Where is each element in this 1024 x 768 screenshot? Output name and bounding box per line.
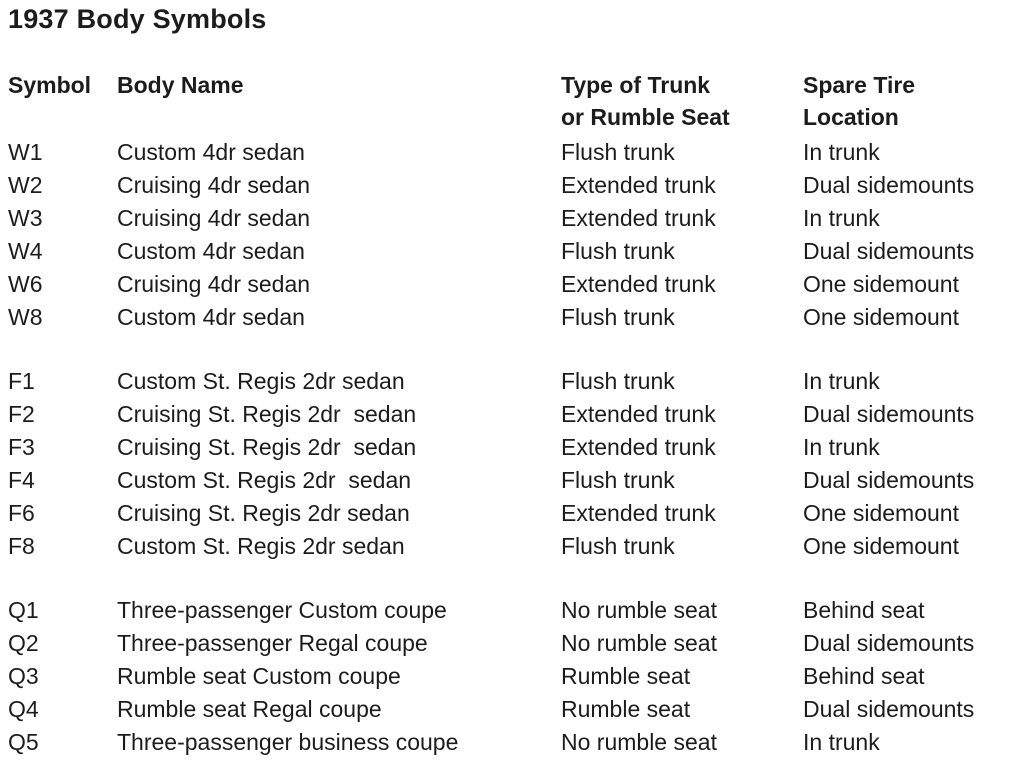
spare-location-cell: In trunk <box>803 434 880 460</box>
symbol-cell: W8 <box>8 304 43 330</box>
header-spare-location <box>803 69 915 133</box>
trunk-type-cell: Flush trunk <box>561 368 675 394</box>
table-row <box>0 431 1024 464</box>
trunk-type-cell: Flush trunk <box>561 533 675 559</box>
symbol-cell: F8 <box>8 533 35 559</box>
header-trunk-line2: or Rumble Seat <box>561 104 730 130</box>
symbol-cell: F4 <box>8 467 35 493</box>
trunk-type-cell: Flush trunk <box>561 467 675 493</box>
table-row <box>0 268 1024 301</box>
body-name-cell: Cruising 4dr sedan <box>117 271 311 297</box>
trunk-type-cell: Extended trunk <box>561 401 716 427</box>
trunk-type-cell: Extended trunk <box>561 271 716 297</box>
body-name-cell: Custom 4dr sedan <box>117 139 305 165</box>
trunk-type-cell: Extended trunk <box>561 172 716 198</box>
body-name-cell: Three-passenger Custom coupe <box>117 597 447 623</box>
table-row <box>0 169 1024 202</box>
body-name-cell: Custom St. Regis 2dr sedan <box>117 368 405 394</box>
spare-location-cell: One sidemount <box>803 533 959 559</box>
symbol-cell: W3 <box>8 205 43 231</box>
body-name-cell: Three-passenger Regal coupe <box>117 630 428 656</box>
spare-location-cell: In trunk <box>803 368 880 394</box>
body-name-cell: Rumble seat Custom coupe <box>117 663 401 689</box>
body-name-cell: Rumble seat Regal coupe <box>117 696 382 722</box>
trunk-type-cell: No rumble seat <box>561 597 717 623</box>
header-spare-line1: Spare Tire <box>803 72 916 98</box>
spare-location-cell: One sidemount <box>803 304 959 330</box>
trunk-type-cell: Flush trunk <box>561 304 675 330</box>
table-row <box>0 693 1024 726</box>
body-name-cell: Cruising 4dr sedan <box>117 172 311 198</box>
table-row <box>0 464 1024 497</box>
spare-location-cell: Dual sidemounts <box>803 401 975 427</box>
body-name-cell: Cruising St. Regis 2dr sedan <box>117 434 417 460</box>
header-trunk-type <box>561 69 730 133</box>
body-name-cell: Custom 4dr sedan <box>117 304 305 330</box>
trunk-type-cell: Extended trunk <box>561 500 716 526</box>
trunk-type-cell: No rumble seat <box>561 630 717 656</box>
symbol-cell: W1 <box>8 139 43 165</box>
table-row <box>0 365 1024 398</box>
symbol-cell: F2 <box>8 401 35 427</box>
table-row <box>0 497 1024 530</box>
body-name-cell: Custom St. Regis 2dr sedan <box>117 467 412 493</box>
page-title: 1937 Body Symbols <box>8 4 267 34</box>
table-row <box>0 530 1024 563</box>
body-name-cell: Custom St. Regis 2dr sedan <box>117 533 405 559</box>
trunk-type-cell: Extended trunk <box>561 205 716 231</box>
spare-location-cell: One sidemount <box>803 271 959 297</box>
symbol-cell: Q3 <box>8 663 39 689</box>
symbol-cell: W2 <box>8 172 43 198</box>
header-body-name: Body Name <box>117 72 244 98</box>
spare-location-cell: One sidemount <box>803 500 959 526</box>
table-row <box>0 627 1024 660</box>
header-trunk-line1: Type of Trunk <box>561 72 711 98</box>
table-row <box>0 726 1024 759</box>
symbol-cell: Q2 <box>8 630 39 656</box>
header-spare-line2: Location <box>803 104 899 130</box>
symbol-cell: W4 <box>8 238 43 264</box>
spare-location-cell: Dual sidemounts <box>803 630 975 656</box>
symbol-cell: Q5 <box>8 729 39 755</box>
trunk-type-cell: Extended trunk <box>561 434 716 460</box>
spare-location-cell: Behind seat <box>803 663 925 689</box>
table-row <box>0 235 1024 268</box>
body-name-cell: Cruising St. Regis 2dr sedan <box>117 401 417 427</box>
trunk-type-cell: No rumble seat <box>561 729 717 755</box>
trunk-type-cell: Rumble seat <box>561 696 691 722</box>
body-name-cell: Custom 4dr sedan <box>117 238 305 264</box>
table-row <box>0 202 1024 235</box>
spare-location-cell: Dual sidemounts <box>803 172 975 198</box>
spare-location-cell: In trunk <box>803 205 880 231</box>
table-row <box>0 136 1024 169</box>
trunk-type-cell: Flush trunk <box>561 238 675 264</box>
spare-location-cell: In trunk <box>803 139 880 165</box>
spare-location-cell: In trunk <box>803 729 880 755</box>
symbol-cell: W6 <box>8 271 43 297</box>
symbol-cell: F1 <box>8 368 35 394</box>
symbol-cell: Q1 <box>8 597 39 623</box>
spare-location-cell: Behind seat <box>803 597 925 623</box>
table-row <box>0 398 1024 431</box>
spare-location-cell: Dual sidemounts <box>803 696 975 722</box>
header-symbol: Symbol <box>8 72 92 98</box>
spare-location-cell: Dual sidemounts <box>803 467 975 493</box>
spare-location-cell: Dual sidemounts <box>803 238 975 264</box>
body-name-cell: Three-passenger business coupe <box>117 729 459 755</box>
trunk-type-cell: Rumble seat <box>561 663 691 689</box>
symbol-cell: F6 <box>8 500 35 526</box>
trunk-type-cell: Flush trunk <box>561 139 675 165</box>
symbol-cell: Q4 <box>8 696 39 722</box>
body-name-cell: Cruising St. Regis 2dr sedan <box>117 500 410 526</box>
symbol-cell: F3 <box>8 434 35 460</box>
body-name-cell: Cruising 4dr sedan <box>117 205 311 231</box>
table-row <box>0 660 1024 693</box>
table-row <box>0 594 1024 627</box>
table-row <box>0 301 1024 334</box>
